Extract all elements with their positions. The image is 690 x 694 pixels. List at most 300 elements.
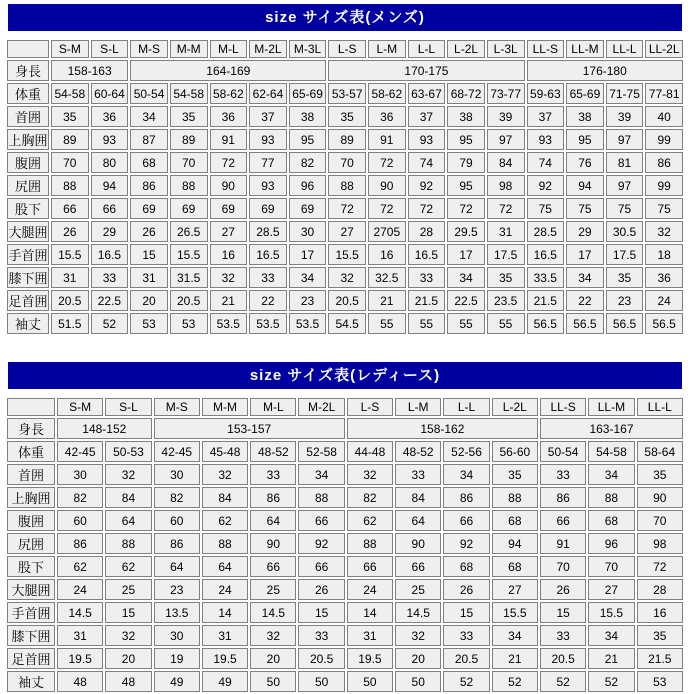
table-row [7, 418, 683, 439]
value-cell: 22.5 [447, 290, 485, 311]
value-cell: 50 [298, 671, 344, 692]
value-cell: 36 [645, 267, 683, 288]
column-header: S-M [51, 40, 89, 58]
value-cell: 94 [492, 533, 538, 554]
corner-cell [7, 40, 49, 58]
value-cell: 66 [91, 198, 129, 219]
column-header: LL-M [588, 398, 634, 416]
value-cell: 98 [637, 533, 683, 554]
height-range-cell: 153-157 [154, 418, 345, 439]
value-cell: 77 [249, 152, 287, 173]
table-row [7, 510, 683, 531]
value-cell: 66 [51, 198, 89, 219]
value-cell: 74 [527, 152, 565, 173]
value-cell: 34 [566, 267, 604, 288]
value-cell: 49 [202, 671, 248, 692]
value-cell: 37 [527, 106, 565, 127]
column-header: S-L [105, 398, 151, 416]
value-cell: 31 [130, 267, 168, 288]
row-label: 足首囲 [7, 648, 55, 669]
value-cell: 88 [51, 175, 89, 196]
value-cell: 15 [105, 602, 151, 623]
value-cell: 15 [130, 244, 168, 265]
value-cell: 28.5 [527, 221, 565, 242]
value-cell: 82 [289, 152, 327, 173]
value-cell: 17 [447, 244, 485, 265]
value-cell: 33 [298, 625, 344, 646]
table-row [7, 267, 683, 288]
value-cell: 45-48 [202, 441, 248, 462]
value-cell: 16.5 [527, 244, 565, 265]
value-cell: 15 [540, 602, 586, 623]
value-cell: 68-72 [447, 83, 485, 104]
table-row [7, 152, 683, 173]
value-cell: 14 [202, 602, 248, 623]
value-cell: 53 [170, 313, 208, 334]
height-range-cell: 163-167 [540, 418, 683, 439]
row-label: 大腿囲 [7, 579, 55, 600]
value-cell: 53 [130, 313, 168, 334]
value-cell: 33 [249, 267, 287, 288]
value-cell: 28 [637, 579, 683, 600]
value-cell: 30 [57, 464, 103, 485]
value-cell: 34 [298, 464, 344, 485]
value-cell: 66 [395, 556, 441, 577]
value-cell: 15.5 [170, 244, 208, 265]
column-header: LL-L [637, 398, 683, 416]
value-cell: 91 [210, 129, 248, 150]
value-cell: 74 [408, 152, 446, 173]
value-cell: 33 [540, 625, 586, 646]
value-cell: 30.5 [606, 221, 644, 242]
column-header: M-S [130, 40, 168, 58]
row-label: 袖丈 [7, 671, 55, 692]
row-label: 膝下囲 [7, 267, 49, 288]
value-cell: 33.5 [527, 267, 565, 288]
value-cell: 15.5 [588, 602, 634, 623]
value-cell: 35 [328, 106, 366, 127]
table-row [7, 244, 683, 265]
value-cell: 72 [210, 152, 248, 173]
value-cell: 50-54 [540, 441, 586, 462]
value-cell: 21.5 [637, 648, 683, 669]
row-label: 腹囲 [7, 152, 49, 173]
value-cell: 84 [395, 487, 441, 508]
value-cell: 26 [298, 579, 344, 600]
value-cell: 20.5 [51, 290, 89, 311]
value-cell: 99 [645, 129, 683, 150]
value-cell: 86 [130, 175, 168, 196]
value-cell: 70 [51, 152, 89, 173]
value-cell: 21 [588, 648, 634, 669]
value-cell: 48-52 [250, 441, 296, 462]
value-cell: 35 [492, 464, 538, 485]
value-cell: 50 [395, 671, 441, 692]
value-cell: 56.5 [606, 313, 644, 334]
value-cell: 52-58 [298, 441, 344, 462]
value-cell: 75 [645, 198, 683, 219]
value-cell: 65-69 [289, 83, 327, 104]
value-cell: 52 [91, 313, 129, 334]
value-cell: 34 [447, 267, 485, 288]
value-cell: 21 [210, 290, 248, 311]
value-cell: 88 [170, 175, 208, 196]
value-cell: 24 [202, 579, 248, 600]
row-label: 手首囲 [7, 602, 55, 623]
value-cell: 35 [637, 464, 683, 485]
value-cell: 27 [328, 221, 366, 242]
value-cell: 27 [588, 579, 634, 600]
value-cell: 62 [202, 510, 248, 531]
row-label: 上胸囲 [7, 487, 55, 508]
value-cell: 33 [395, 464, 441, 485]
row-label: 手首囲 [7, 244, 49, 265]
value-cell: 20.5 [328, 290, 366, 311]
column-header: LL-2L [645, 40, 683, 58]
value-cell: 14.5 [395, 602, 441, 623]
value-cell: 89 [328, 129, 366, 150]
value-cell: 16.5 [408, 244, 446, 265]
value-cell: 35 [170, 106, 208, 127]
value-cell: 25 [250, 579, 296, 600]
value-cell: 21.5 [408, 290, 446, 311]
value-cell: 90 [368, 175, 406, 196]
value-cell: 2705 [368, 221, 406, 242]
value-cell: 86 [443, 487, 489, 508]
value-cell: 38 [289, 106, 327, 127]
value-cell: 16 [637, 602, 683, 623]
column-header: L-3L [487, 40, 525, 58]
value-cell: 26 [443, 579, 489, 600]
column-header: L-L [443, 398, 489, 416]
value-cell: 48 [105, 671, 151, 692]
column-header: L-2L [447, 40, 485, 58]
value-cell: 91 [368, 129, 406, 150]
value-cell: 14.5 [57, 602, 103, 623]
row-label: 上胸囲 [7, 129, 49, 150]
height-range-cell: 170-175 [328, 60, 524, 81]
value-cell: 18 [645, 244, 683, 265]
value-cell: 40 [645, 106, 683, 127]
value-cell: 72 [447, 198, 485, 219]
value-cell: 23 [154, 579, 200, 600]
table-row [7, 602, 683, 623]
column-header: L-2L [492, 398, 538, 416]
value-cell: 32 [105, 625, 151, 646]
value-cell: 52 [443, 671, 489, 692]
value-cell: 92 [527, 175, 565, 196]
value-cell: 68 [492, 556, 538, 577]
value-cell: 20 [105, 648, 151, 669]
row-label: 股下 [7, 556, 55, 577]
value-cell: 52 [492, 671, 538, 692]
value-cell: 84 [202, 487, 248, 508]
value-cell: 88 [202, 533, 248, 554]
value-cell: 20.5 [170, 290, 208, 311]
value-cell: 21.5 [527, 290, 565, 311]
column-header: L-M [368, 40, 406, 58]
column-header: S-M [57, 398, 103, 416]
value-cell: 72 [368, 152, 406, 173]
value-cell: 88 [588, 487, 634, 508]
mens-table-title: size サイズ表(メンズ) [8, 4, 682, 31]
row-label: 身長 [7, 418, 55, 439]
value-cell: 23 [606, 290, 644, 311]
value-cell: 86 [540, 487, 586, 508]
row-label: 腹囲 [7, 510, 55, 531]
value-cell: 29 [91, 221, 129, 242]
value-cell: 66 [443, 510, 489, 531]
row-label: 股下 [7, 198, 49, 219]
value-cell: 69 [170, 198, 208, 219]
value-cell: 38 [447, 106, 485, 127]
value-cell: 19 [154, 648, 200, 669]
row-label: 膝下囲 [7, 625, 55, 646]
value-cell: 75 [566, 198, 604, 219]
value-cell: 17 [289, 244, 327, 265]
value-cell: 62 [105, 556, 151, 577]
value-cell: 66 [250, 556, 296, 577]
column-header: LL-S [527, 40, 565, 58]
value-cell: 48-52 [395, 441, 441, 462]
value-cell: 27 [210, 221, 248, 242]
value-cell: 33 [443, 625, 489, 646]
column-header: M-2L [298, 398, 344, 416]
value-cell: 70 [170, 152, 208, 173]
height-range-cell: 176-180 [527, 60, 684, 81]
value-cell: 19.5 [347, 648, 393, 669]
table-row [7, 60, 683, 81]
value-cell: 72 [328, 198, 366, 219]
value-cell: 55 [487, 313, 525, 334]
value-cell: 96 [289, 175, 327, 196]
value-cell: 29 [566, 221, 604, 242]
value-cell: 50 [250, 671, 296, 692]
value-cell: 60-64 [91, 83, 129, 104]
corner-cell [7, 398, 55, 416]
value-cell: 92 [408, 175, 446, 196]
value-cell: 95 [566, 129, 604, 150]
value-cell: 22 [566, 290, 604, 311]
value-cell: 50-53 [105, 441, 151, 462]
value-cell: 34 [443, 464, 489, 485]
value-cell: 53.5 [249, 313, 287, 334]
value-cell: 33 [408, 267, 446, 288]
value-cell: 98 [487, 175, 525, 196]
value-cell: 44-48 [347, 441, 393, 462]
value-cell: 28.5 [249, 221, 287, 242]
value-cell: 32.5 [368, 267, 406, 288]
value-cell: 84 [105, 487, 151, 508]
value-cell: 66 [540, 510, 586, 531]
value-cell: 97 [606, 129, 644, 150]
column-header: M-M [170, 40, 208, 58]
column-header: M-M [202, 398, 248, 416]
row-label: 首囲 [7, 464, 55, 485]
value-cell: 17.5 [606, 244, 644, 265]
value-cell: 17.5 [487, 244, 525, 265]
value-cell: 32 [105, 464, 151, 485]
value-cell: 14.5 [250, 602, 296, 623]
value-cell: 68 [130, 152, 168, 173]
column-header: L-S [347, 398, 393, 416]
value-cell: 32 [347, 464, 393, 485]
table-row [7, 129, 683, 150]
value-cell: 34 [588, 464, 634, 485]
value-cell: 90 [210, 175, 248, 196]
value-cell: 15.5 [328, 244, 366, 265]
value-cell: 84 [487, 152, 525, 173]
value-cell: 93 [249, 175, 287, 196]
value-cell: 50 [347, 671, 393, 692]
value-cell: 60 [57, 510, 103, 531]
column-header: M-3L [289, 40, 327, 58]
value-cell: 39 [487, 106, 525, 127]
value-cell: 75 [527, 198, 565, 219]
value-cell: 55 [408, 313, 446, 334]
value-cell: 25 [105, 579, 151, 600]
value-cell: 64 [202, 556, 248, 577]
value-cell: 90 [250, 533, 296, 554]
value-cell: 90 [637, 487, 683, 508]
value-cell: 16 [368, 244, 406, 265]
value-cell: 88 [347, 533, 393, 554]
value-cell: 20 [130, 290, 168, 311]
value-cell: 19.5 [57, 648, 103, 669]
value-cell: 54-58 [170, 83, 208, 104]
value-cell: 76 [566, 152, 604, 173]
table-row [7, 487, 683, 508]
value-cell: 32 [250, 625, 296, 646]
value-cell: 26 [540, 579, 586, 600]
table-row [7, 464, 683, 485]
value-cell: 13.5 [154, 602, 200, 623]
table-row [7, 625, 683, 646]
value-cell: 33 [250, 464, 296, 485]
value-cell: 34 [492, 625, 538, 646]
row-label: 尻囲 [7, 175, 49, 196]
table-row [7, 83, 683, 104]
value-cell: 56.5 [527, 313, 565, 334]
value-cell: 96 [588, 533, 634, 554]
height-range-cell: 158-162 [347, 418, 538, 439]
value-cell: 62-64 [249, 83, 287, 104]
table-row [7, 671, 683, 692]
table-row [7, 533, 683, 554]
height-range-cell: 158-163 [51, 60, 128, 81]
value-cell: 54-58 [51, 83, 89, 104]
column-header: LL-M [566, 40, 604, 58]
table-row [7, 313, 683, 334]
column-header: M-L [210, 40, 248, 58]
value-cell: 95 [289, 129, 327, 150]
row-label: 体重 [7, 83, 49, 104]
value-cell: 26.5 [170, 221, 208, 242]
column-header: M-L [250, 398, 296, 416]
table-row [7, 556, 683, 577]
value-cell: 26 [130, 221, 168, 242]
row-label: 身長 [7, 60, 49, 81]
value-cell: 86 [250, 487, 296, 508]
ladies-size-section [0, 362, 690, 694]
value-cell: 70 [540, 556, 586, 577]
value-cell: 32 [645, 221, 683, 242]
value-cell: 62 [57, 556, 103, 577]
value-cell: 24 [645, 290, 683, 311]
value-cell: 60 [154, 510, 200, 531]
value-cell: 62 [347, 510, 393, 531]
value-cell: 17 [566, 244, 604, 265]
value-cell: 53-57 [328, 83, 366, 104]
value-cell: 31 [57, 625, 103, 646]
value-cell: 42-45 [154, 441, 200, 462]
value-cell: 34 [130, 106, 168, 127]
table-row [7, 290, 683, 311]
value-cell: 22 [249, 290, 287, 311]
value-cell: 15 [298, 602, 344, 623]
value-cell: 89 [170, 129, 208, 150]
value-cell: 77-81 [645, 83, 683, 104]
value-cell: 86 [154, 533, 200, 554]
value-cell: 52 [540, 671, 586, 692]
value-cell: 51.5 [51, 313, 89, 334]
value-cell: 20.5 [298, 648, 344, 669]
value-cell: 21 [492, 648, 538, 669]
value-cell: 24 [57, 579, 103, 600]
column-header: M-S [154, 398, 200, 416]
value-cell: 55 [368, 313, 406, 334]
value-cell: 88 [105, 533, 151, 554]
value-cell: 58-62 [210, 83, 248, 104]
mens-size-section [0, 4, 690, 336]
value-cell: 33 [91, 267, 129, 288]
column-header: L-M [395, 398, 441, 416]
value-cell: 89 [51, 129, 89, 150]
value-cell: 20.5 [443, 648, 489, 669]
table-row [7, 441, 683, 462]
value-cell: 21 [368, 290, 406, 311]
value-cell: 36 [91, 106, 129, 127]
value-cell: 82 [154, 487, 200, 508]
value-cell: 16 [210, 244, 248, 265]
value-cell: 15 [443, 602, 489, 623]
value-cell: 56.5 [645, 313, 683, 334]
value-cell: 35 [606, 267, 644, 288]
value-cell: 32 [395, 625, 441, 646]
value-cell: 52 [588, 671, 634, 692]
row-label: 袖丈 [7, 313, 49, 334]
height-range-cell: 164-169 [130, 60, 326, 81]
value-cell: 56-60 [492, 441, 538, 462]
value-cell: 25 [395, 579, 441, 600]
ladies-table-title: size サイズ表(レディース) [8, 362, 682, 389]
value-cell: 55 [447, 313, 485, 334]
value-cell: 99 [645, 175, 683, 196]
value-cell: 70 [637, 510, 683, 531]
value-cell: 37 [408, 106, 446, 127]
value-cell: 94 [566, 175, 604, 196]
column-header: L-L [408, 40, 446, 58]
value-cell: 34 [588, 625, 634, 646]
value-cell: 58-64 [637, 441, 683, 462]
value-cell: 58-62 [368, 83, 406, 104]
value-cell: 23 [289, 290, 327, 311]
value-cell: 15.5 [492, 602, 538, 623]
value-cell: 69 [210, 198, 248, 219]
value-cell: 88 [298, 487, 344, 508]
value-cell: 66 [347, 556, 393, 577]
table-row [7, 106, 683, 127]
